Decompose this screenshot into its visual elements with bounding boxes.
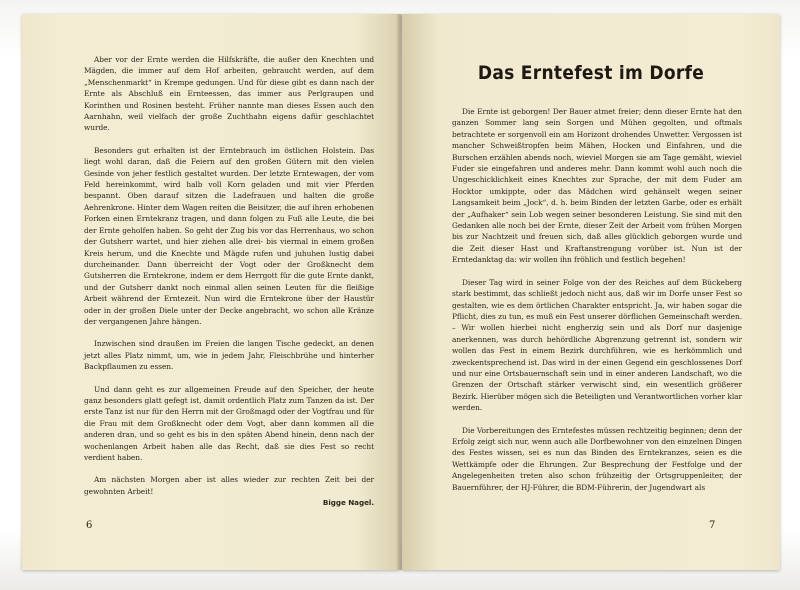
left-page-number: 6 [86,520,93,531]
left-page [22,14,400,570]
left-paragraph-2: Besonders gut erhalten ist der Erntebrauch im östlichen Holstein. Das liegt wohl daran, daß die Feiern auf den großen Gütern mit den vielen Gesinde von jeher festlich gestaltet wurden. Der letzte Erntewagen, der vom Feld hereinkommt, wird halb voll Korn geladen und mit vier Pferden bespannt. Oben darauf sitzen die Ladefrauen und halten die große Aehrenkrone. Hinter dem Wagen reiten die Beisitzer, die auf ihren erhobenen Forken einen Erntekranz tragen, und dann folgen zu Fuß alle Leute, die bei der Ernte geholfen haben. So geht der Zug bis vor das Herrenhaus, wo schon der Gutsherr wartet, und hier ziehen alle drei- bis viermal in einem großen Kreis herum, und die Knechte und Mägde rufen und juhuhen lustig dabei durcheinander. Dann überreicht der Vogt oder der Großknecht dem Gutsherren die Erntekrone, indem er dem Herrgott für die gute Ernte dankt, und der Gutsherr dankt noch einmal allen seinen Leuten für die fleißige Arbeit während der Erntezeit. Nun wird die Erntekrone über der Haustür oder in der großen Diele unter der Decke angebracht, wo schon alle Kränze der vergangenen Jahre hängen. [84,145,374,326]
left-paragraph-1: Aber vor der Ernte werden die Hilfskräfte, die außer den Knechten und Mägden, die immer auf dem Hof arbeiten, gebraucht werden, auf dem „Menschenmarkt“ in Krempe gedungen. Und für diese gibt es dann nach der Ernte als Abschluß ein Ernteessen, das immer aus Perlgraupen und Korinthen und Rosinen besteht. Früher nannte man dieses Essen auch den Aarnhahn, weil vielfach der große Zuchthahn eigens dafür geschlachtet wurde. [84,55,374,133]
right-paragraph-3: Die Vorbereitungen des Erntefestes müssen rechtzeitig beginnen; denn der Erfolg zeigt sich nur, wenn auch alle Dorfbewohner von den einzelnen Dingen des Festes wissen, sei es nun das Binden des Erntekranzes, seien es die Wettkämpfe oder die Ehrungen. Zur Besprechung der Festfolge und der Angelegenheiten treten also schon frühzeitig der Ortsgruppenleiter, der Bauernführer, der HJ-Führer, die BDM-Führerin, der Jugendwart als [452,425,742,492]
right-paragraph-2: Dieser Tag wird in seiner Folge von der des Reiches auf dem Bückeberg stark bestimmt, das schließt jedoch nicht aus, daß wir im Dorfe unser Fest so gestalten, wie es dem örtlichen Charakter entspricht. Ja, wir haben sogar die Pflicht, dies zu tun, es muß ein Fest unserer dörflichen Gemeinschaft werden. – Wir wollen hierbei nicht engherzig sein und als Dorf nur dasjenige anerkennen, was durch behördliche Abgrenzung getrennt ist, sondern wir wollen das Fest in einem Bezirk durchführen, wie es herkömmlich und zweckentsprechend ist. Das wird in der einen Gegend ein geschlossenes Dorf und nur eine Ortsbauernschaft sein und in einer anderen Landschaft, wo die Grenzen der Ortschaft stärker verwischt sind, ein wesentlich größerer Bezirk. Hierüber mögen sich die Beteiligten und Verantwortlichen vorher klar werden. [452,277,742,413]
left-paragraph-5: Am nächsten Morgen aber ist alles wieder zur rechten Zeit bei der gewohnten Arbeit! [84,475,374,496]
right-page [402,14,780,570]
left-text-column [84,54,374,509]
author-signature: Bigge Nagel. [322,498,374,508]
left-paragraph-4: Und dann geht es zur allgemeinen Freude auf den Speicher, der heute ganz besonders glatt gefegt ist, damit ordentlich Platz zum Tanzen da ist. Der erste Tanz ist nur für den Herrn mit der Großmagd oder der Vogtfrau und für die Frau mit dem Großknecht oder dem Vogt, aber dann kommen all die anderen dran, und so geht es bis in den späten Abend hinein, denn nach der wochenlangen Arbeit haben alle das Recht, daß sie dies Fest so recht verdient haben. [84,384,374,462]
left-paragraph-3: Inzwischen sind draußen im Freien die langen Tische gedeckt, an denen jetzt alles Platz nimmt, um, wie in jedem Jahr, Fleischbrühe und hinterher Backpflaumen zu essen. [84,339,374,372]
page-title: Das Erntefest im Dorfe [477,62,705,84]
right-page-number: 7 [709,520,716,531]
right-text-column [452,106,742,504]
right-paragraph-1: Die Ernte ist geborgen! Der Bauer atmet freier; denn dieser Ernte hat den ganzen Sommer lang sein Sorgen und Mühen gegolten, und oftmals betrachtete er sorgenvoll ein am Horizont drohendes Unwetter. Vergossen ist mancher Schweißtropfen beim Mähen, Hocken und Einfahren, und die Burschen erzählen abends noch, wieviel Morgen sie am Tage gemäht, wieviel Fuder sie eingefahren und anderes mehr. Dann kommt wohl auch noch die Ungeschicklichkeit eines Knechtes zur Sprache, der mit dem Fuder am Hocktor umkippte, oder das Mädchen wird gehänselt wegen seiner Langsamkeit beim „Jock“, d. h. beim Binden der letzten Garbe, oder es erhält der „Aufhaker“ sein Lob wegen seiner besonderen Leistung. Sie sind mit den Gedanken alle noch bei der Ernte, dieser Zeit der Arbeit vom frühen Morgen bis zur Nachtzeit und freuen sich, daß alles glücklich geborgen wurde und die Zeit dieser Hast und Kraftanstrengung vorüber ist. Nun ist der Erntedanktag da: wir wollen ihn fröhlich und festlich begehen! [452,107,742,265]
